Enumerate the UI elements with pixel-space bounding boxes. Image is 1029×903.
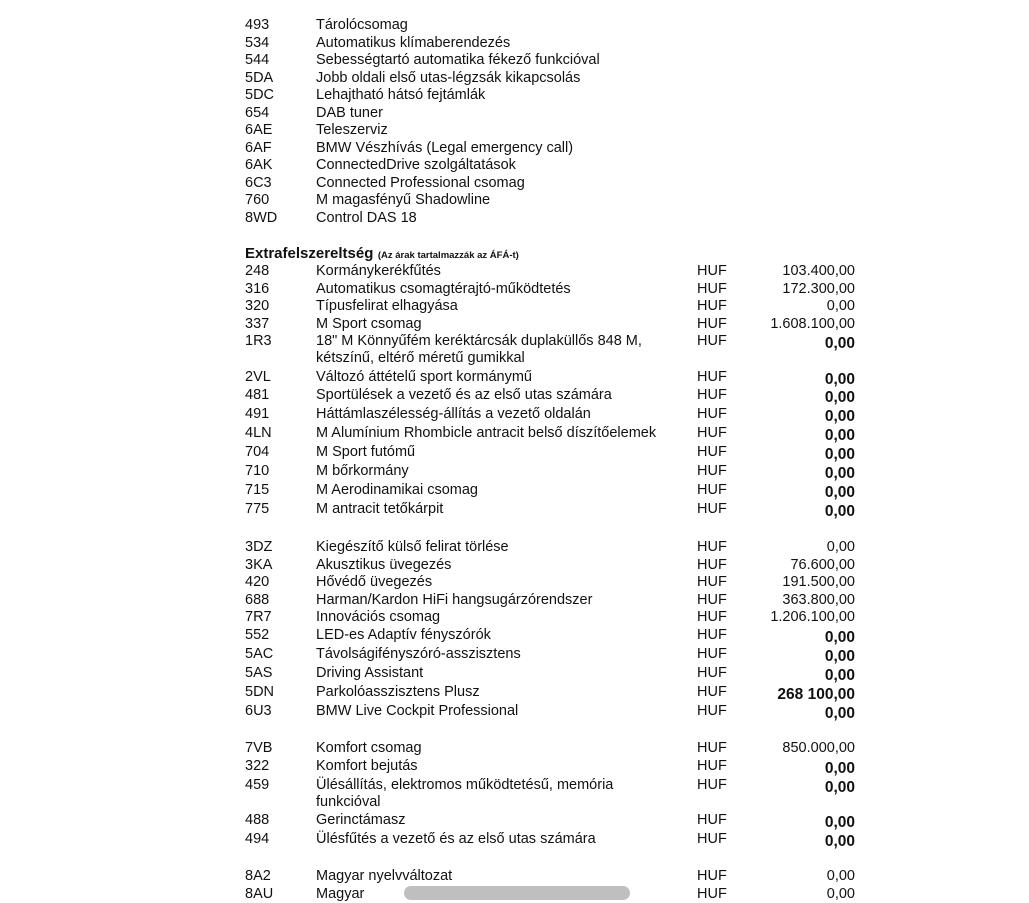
- item-code: 5AC: [245, 646, 274, 662]
- item-price: 0,00: [824, 465, 855, 482]
- item-description: Jobb oldali első utas-légzsák kikapcsolás: [316, 70, 581, 86]
- item-currency: HUF: [697, 501, 727, 517]
- item-code: 5DN: [245, 684, 275, 700]
- item-currency: HUF: [697, 831, 727, 847]
- item-price: 0,00: [826, 886, 855, 902]
- item-price: 0,00: [824, 705, 855, 722]
- item-code: 7VB: [245, 740, 273, 756]
- item-currency: HUF: [697, 333, 727, 349]
- item-description: M Sport futómű: [316, 444, 416, 460]
- item-price: 0,00: [824, 667, 855, 684]
- item-description: ConnectedDrive szolgáltatások: [316, 157, 516, 173]
- item-code: 8AU: [245, 886, 274, 902]
- item-code: 4LN: [245, 425, 272, 441]
- item-code: 6AF: [245, 140, 272, 156]
- item-description: M Aerodinamikai csomag: [316, 482, 478, 498]
- item-code: 8WD: [245, 210, 278, 226]
- item-description: LED-es Adaptív fényszórók: [316, 627, 491, 643]
- item-price: 0,00: [826, 539, 855, 555]
- item-description: Távolságifényszóró-asszisztens: [316, 646, 521, 662]
- item-description: Automatikus klímaberendezés: [316, 35, 511, 51]
- item-description: Innovációs csomag: [316, 609, 441, 625]
- item-description: Lehajtható hátsó fejtámlák: [316, 87, 486, 103]
- item-price: 191.500,00: [782, 574, 855, 590]
- item-code: 481: [245, 387, 270, 403]
- item-description: Magyar nyelvváltozat: [316, 868, 453, 884]
- item-currency: HUF: [697, 812, 727, 828]
- item-currency: HUF: [697, 387, 727, 403]
- item-code: 3DZ: [245, 539, 273, 555]
- item-code: 534: [245, 35, 270, 51]
- extras-price-note: (Az árak tartalmazzák az ÁFÁ-t): [377, 250, 519, 261]
- item-currency: HUF: [697, 281, 727, 297]
- item-currency: HUF: [697, 444, 727, 460]
- item-description: Tárolócsomag: [316, 17, 408, 33]
- item-currency: HUF: [697, 263, 727, 279]
- item-description: Típusfelirat elhagyása: [316, 298, 458, 314]
- item-price: 0,00: [824, 389, 855, 406]
- item-description: Connected Professional csomag: [316, 175, 525, 191]
- item-code: 760: [245, 192, 270, 208]
- item-description: Gerinctámasz: [316, 812, 406, 828]
- item-description: Kiegészítő külső felirat törlése: [316, 539, 509, 555]
- item-description: Változó áttételű sport kormánymű: [316, 369, 532, 385]
- item-price: 0,00: [824, 408, 855, 425]
- item-code: 6C3: [245, 175, 272, 191]
- item-code: 5DA: [245, 70, 274, 86]
- item-price: 0,00: [824, 833, 855, 850]
- item-currency: HUF: [697, 684, 727, 700]
- item-price: 0,00: [824, 335, 855, 352]
- item-description: Control DAS 18: [316, 210, 417, 226]
- item-description: Komfort csomag: [316, 740, 422, 756]
- item-price: 1.608.100,00: [770, 316, 855, 332]
- item-code: 420: [245, 574, 270, 590]
- item-code: 6AE: [245, 122, 273, 138]
- item-price: 0,00: [824, 760, 855, 777]
- item-currency: HUF: [697, 316, 727, 332]
- item-currency: HUF: [697, 886, 727, 902]
- item-description: Harman/Kardon HiFi hangsugárzórendszer: [316, 592, 593, 608]
- item-code: 491: [245, 406, 270, 422]
- item-description: Ülésállítás, elektromos működtetésű, memória: [316, 777, 614, 793]
- item-price: 0,00: [826, 298, 855, 314]
- item-code: 494: [245, 831, 270, 847]
- item-price: 0,00: [824, 371, 855, 388]
- item-description: DAB tuner: [316, 105, 383, 121]
- item-price: 0,00: [824, 814, 855, 831]
- item-code: 704: [245, 444, 270, 460]
- item-description: Magyar: [316, 886, 365, 902]
- item-currency: HUF: [697, 627, 727, 643]
- item-description: Teleszerviz: [316, 122, 388, 138]
- item-code: 552: [245, 627, 270, 643]
- item-description: Parkolóasszisztens Plusz: [316, 684, 480, 700]
- item-price: 0,00: [824, 629, 855, 646]
- item-description: Automatikus csomagtérajtó-működtetés: [316, 281, 571, 297]
- item-price: 0,00: [824, 503, 855, 520]
- item-description: BMW Vészhívás (Legal emergency call): [316, 140, 574, 156]
- item-price: 268 100,00: [777, 686, 855, 703]
- item-currency: HUF: [697, 369, 727, 385]
- item-code: 544: [245, 52, 270, 68]
- item-code: 2VL: [245, 369, 271, 385]
- item-code: 459: [245, 777, 270, 793]
- item-currency: HUF: [697, 298, 727, 314]
- item-code: 775: [245, 501, 270, 517]
- item-code: 7R7: [245, 609, 272, 625]
- item-currency: HUF: [697, 574, 727, 590]
- item-description: Kormánykerékfűtés: [316, 263, 441, 279]
- item-code: 248: [245, 263, 270, 279]
- item-description: Hővédő üvegezés: [316, 574, 433, 590]
- item-currency: HUF: [697, 777, 727, 793]
- item-code: 3KA: [245, 557, 273, 573]
- item-price: 103.400,00: [782, 263, 855, 279]
- item-code: 715: [245, 482, 270, 498]
- item-description: Sportülések a vezető és az első utas számára: [316, 387, 612, 403]
- item-currency: HUF: [697, 539, 727, 555]
- item-code: 654: [245, 105, 270, 121]
- item-currency: HUF: [697, 609, 727, 625]
- item-description: Háttámlaszélesség-állítás a vezető oldalán: [316, 406, 591, 422]
- item-description: Akusztikus üvegezés: [316, 557, 452, 573]
- item-code: 322: [245, 758, 270, 774]
- item-description: M antracit tetőkárpit: [316, 501, 444, 517]
- item-currency: HUF: [697, 646, 727, 662]
- item-code: 488: [245, 812, 270, 828]
- item-price: 172.300,00: [782, 281, 855, 297]
- extra-item-row: [0, 886, 1029, 902]
- item-code: 688: [245, 592, 270, 608]
- extras-title: Extrafelszereltség: [245, 245, 374, 262]
- extras-section-title: [245, 245, 519, 263]
- item-code: 8A2: [245, 868, 271, 884]
- item-description: M Sport csomag: [316, 316, 422, 332]
- item-description: Komfort bejutás: [316, 758, 418, 774]
- item-currency: HUF: [697, 425, 727, 441]
- item-code: 1R3: [245, 333, 272, 349]
- item-description-continued: funkcióval: [316, 794, 381, 810]
- item-price: 1.206.100,00: [770, 609, 855, 625]
- item-currency: HUF: [697, 665, 727, 681]
- item-currency: HUF: [697, 406, 727, 422]
- item-description: Sebességtartó automatika fékező funkcióval: [316, 52, 600, 68]
- item-price: 850.000,00: [782, 740, 855, 756]
- item-currency: HUF: [697, 482, 727, 498]
- item-code: 5AS: [245, 665, 273, 681]
- item-currency: HUF: [697, 868, 727, 884]
- item-description-continued: kétszínű, eltérő méretű gumikkal: [316, 350, 525, 366]
- item-code: 493: [245, 17, 270, 33]
- item-description: M Alumínium Rhombicle antracit belső díszítőelemek: [316, 425, 657, 441]
- item-price: 0,00: [824, 446, 855, 463]
- item-code: 320: [245, 298, 270, 314]
- item-description: 18" M Könnyűfém keréktárcsák duplaküllős 848 M,: [316, 333, 642, 349]
- item-price: 0,00: [826, 868, 855, 884]
- item-price: 0,00: [824, 779, 855, 796]
- item-price: 363.800,00: [782, 592, 855, 608]
- item-currency: HUF: [697, 557, 727, 573]
- item-currency: HUF: [697, 740, 727, 756]
- item-code: 710: [245, 463, 270, 479]
- item-description: M bőrkormány: [316, 463, 409, 479]
- item-currency: HUF: [697, 592, 727, 608]
- item-price: 0,00: [824, 484, 855, 501]
- item-description: Driving Assistant: [316, 665, 424, 681]
- item-description: Ülésfűtés a vezető és az első utas számára: [316, 831, 596, 847]
- item-code: 337: [245, 316, 270, 332]
- item-currency: HUF: [697, 758, 727, 774]
- item-price: 76.600,00: [790, 557, 855, 573]
- item-code: 6U3: [245, 703, 272, 719]
- item-code: 6AK: [245, 157, 273, 173]
- item-price: 0,00: [824, 427, 855, 444]
- item-currency: HUF: [697, 703, 727, 719]
- item-currency: HUF: [697, 463, 727, 479]
- item-description: M magasfényű Shadowline: [316, 192, 491, 208]
- item-description: BMW Live Cockpit Professional: [316, 703, 519, 719]
- item-price: 0,00: [824, 648, 855, 665]
- item-code: 316: [245, 281, 270, 297]
- item-code: 5DC: [245, 87, 275, 103]
